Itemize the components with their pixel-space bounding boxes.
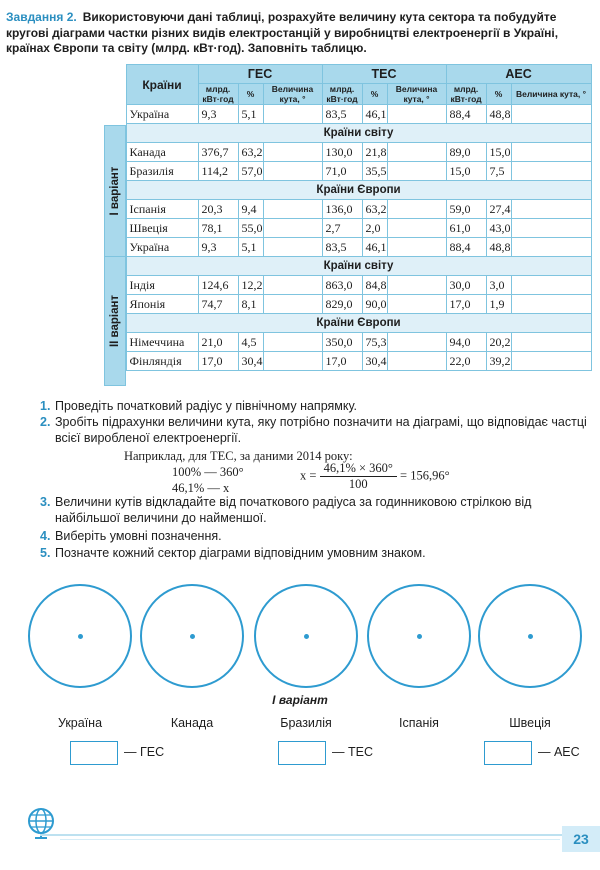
example-line-2: 46,1% — x [172, 481, 230, 495]
percent-cell: 8,1 [238, 295, 263, 314]
step-text: Проведіть початковий радіус у північному напрямку. [55, 399, 357, 413]
percent-cell: 57,0 [238, 162, 263, 181]
amount-cell: 124,6 [198, 276, 238, 295]
angle-input-cell[interactable] [511, 105, 591, 124]
step-text: Зробіть підрахунки величини кута, яку потрібно позначити на діаграмі, що відповідає частці всієї виробленої електроенергії. [55, 415, 587, 445]
table-row [104, 143, 591, 162]
footer-line-thin [60, 839, 560, 840]
amount-cell: 88,4 [446, 238, 486, 257]
percent-cell: 30,4 [362, 352, 387, 371]
task-label: Завдання 2. [6, 10, 77, 24]
amount-cell: 829,0 [322, 295, 362, 314]
angle-input-cell[interactable] [387, 238, 446, 257]
percent-cell: 9,4 [238, 200, 263, 219]
circle-label-spain: Іспанія [399, 716, 439, 730]
table-row [104, 219, 591, 238]
percent-cell: 27,4 [486, 200, 511, 219]
subheader-percent: % [238, 84, 263, 105]
table-row [104, 333, 591, 352]
section-row-europe [104, 314, 591, 333]
angle-input-cell[interactable] [263, 200, 322, 219]
country-cell: Японія [126, 295, 198, 314]
table-row [104, 238, 591, 257]
angle-input-cell[interactable] [263, 333, 322, 352]
percent-cell: 30,4 [238, 352, 263, 371]
angle-input-cell[interactable] [387, 276, 446, 295]
angle-input-cell[interactable] [387, 143, 446, 162]
amount-cell: 136,0 [322, 200, 362, 219]
example-line-1: 100% — 360° [172, 465, 244, 479]
pie-circle-ukraine[interactable] [28, 584, 132, 688]
country-cell: Україна [126, 238, 198, 257]
percent-cell: 84,8 [362, 276, 387, 295]
formula-numerator: 46,1% × 360° [320, 461, 397, 477]
formula-result: = 156,96° [400, 468, 450, 483]
amount-cell: 17,0 [322, 352, 362, 371]
percent-cell: 1,9 [486, 295, 511, 314]
pie-circle-sweden[interactable] [478, 584, 582, 688]
subheader-amount: млрд. кВт·год [198, 84, 238, 105]
percent-cell: 75,3 [362, 333, 387, 352]
variant-2-text: II варіант [109, 294, 121, 348]
amount-cell: 114,2 [198, 162, 238, 181]
task-heading [6, 10, 594, 57]
step-text: Виберіть умовні позначення. [55, 529, 222, 543]
angle-input-cell[interactable] [387, 352, 446, 371]
formula-fraction [320, 461, 397, 492]
footer-line [40, 834, 562, 836]
angle-input-cell[interactable] [511, 143, 591, 162]
angle-input-cell[interactable] [263, 295, 322, 314]
percent-cell: 3,0 [486, 276, 511, 295]
percent-cell: 46,1 [362, 105, 387, 124]
amount-cell: 78,1 [198, 219, 238, 238]
table-body [104, 105, 591, 371]
data-table [104, 64, 592, 371]
pie-circle-brazil[interactable] [254, 584, 358, 688]
amount-cell: 20,3 [198, 200, 238, 219]
circle-label-ukraine: Україна [57, 716, 103, 730]
percent-cell: 63,2 [362, 200, 387, 219]
section-label: Країни світу [126, 257, 591, 276]
angle-input-cell[interactable] [511, 200, 591, 219]
step-5 [40, 545, 595, 561]
angle-input-cell[interactable] [263, 276, 322, 295]
angle-input-cell[interactable] [263, 162, 322, 181]
angle-input-cell[interactable] [511, 352, 591, 371]
country-cell: Швеція [126, 219, 198, 238]
variant-2-side-label [104, 256, 126, 386]
angle-input-cell[interactable] [387, 162, 446, 181]
percent-cell: 15,0 [486, 143, 511, 162]
angle-input-cell[interactable] [511, 238, 591, 257]
task-text: Використовуючи дані таблиці, розрахуйте величину кута сектора та побудуйте кругові діаграми частки різних видів електростанцій у виробництві електроенергії в Україні, країнах Європи та світу (млрд. кВт·год). Заповніть таблицю. [6, 10, 559, 55]
angle-input-cell[interactable] [511, 333, 591, 352]
percent-cell: 12,2 [238, 276, 263, 295]
step-3 [40, 494, 595, 526]
step-number: 1. [40, 399, 51, 413]
angle-input-cell[interactable] [387, 105, 446, 124]
country-cell: Німеччина [126, 333, 198, 352]
amount-cell: 83,5 [322, 238, 362, 257]
country-cell: Фінляндія [126, 352, 198, 371]
percent-cell: 5,1 [238, 238, 263, 257]
amount-cell: 9,3 [198, 105, 238, 124]
amount-cell: 9,3 [198, 238, 238, 257]
angle-input-cell[interactable] [511, 162, 591, 181]
percent-cell: 4,5 [238, 333, 263, 352]
legend-box-aes[interactable] [484, 741, 532, 765]
table-row [104, 200, 591, 219]
center-dot [78, 634, 83, 639]
angle-input-cell[interactable] [387, 333, 446, 352]
percent-cell: 43,0 [486, 219, 511, 238]
country-cell: Бразилія [126, 162, 198, 181]
circle-label-canada: Канада [170, 716, 214, 730]
table-row [104, 352, 591, 371]
group-header-tes: ТЕС [322, 65, 446, 84]
subheader-amount: млрд. кВт·год [322, 84, 362, 105]
amount-cell: 71,0 [322, 162, 362, 181]
angle-input-cell[interactable] [263, 219, 322, 238]
amount-cell: 59,0 [446, 200, 486, 219]
center-dot [304, 634, 309, 639]
variant-1-text: I варіант [109, 166, 121, 216]
subheader-percent: % [486, 84, 511, 105]
amount-cell: 15,0 [446, 162, 486, 181]
angle-input-cell[interactable] [511, 219, 591, 238]
group-header-hes: ГЕС [198, 65, 322, 84]
angle-input-cell[interactable] [263, 143, 322, 162]
amount-cell: 74,7 [198, 295, 238, 314]
country-cell: Іспанія [126, 200, 198, 219]
pie-circle-canada[interactable] [140, 584, 244, 688]
section-row-europe [104, 181, 591, 200]
percent-cell: 63,2 [238, 143, 263, 162]
legend-box-tes[interactable] [278, 741, 326, 765]
example-formula [300, 461, 450, 492]
circle-label-brazil: Бразилія [280, 716, 332, 730]
subheader-angle: Величина кута, ° [263, 84, 322, 105]
amount-cell: 130,0 [322, 143, 362, 162]
legend-box-hes[interactable] [70, 741, 118, 765]
percent-cell: 7,5 [486, 162, 511, 181]
page-number: 23 [562, 826, 600, 852]
country-cell: Україна [126, 105, 198, 124]
amount-cell: 88,4 [446, 105, 486, 124]
step-text: Позначте кожний сектор діаграми відповідним умовним знаком. [55, 546, 426, 560]
angle-input-cell[interactable] [263, 238, 322, 257]
amount-cell: 21,0 [198, 333, 238, 352]
percent-cell: 55,0 [238, 219, 263, 238]
section-row-world [104, 124, 591, 143]
amount-cell: 89,0 [446, 143, 486, 162]
step-1 [40, 398, 595, 414]
center-dot [190, 634, 195, 639]
angle-input-cell[interactable] [263, 105, 322, 124]
country-cell: Індія [126, 276, 198, 295]
section-label: Країни Європи [126, 181, 591, 200]
angle-input-cell[interactable] [387, 295, 446, 314]
formula-denominator: 100 [348, 477, 368, 491]
data-table-wrapper [104, 64, 591, 386]
diagrams-variant-title: I варіант [272, 693, 328, 707]
formula-x: x = [300, 468, 317, 483]
percent-cell: 39,2 [486, 352, 511, 371]
percent-cell: 48,8 [486, 238, 511, 257]
angle-input-cell[interactable] [511, 276, 591, 295]
amount-cell: 22,0 [446, 352, 486, 371]
step-number: 3. [40, 495, 51, 509]
table-row [104, 105, 591, 124]
step-number: 4. [40, 529, 51, 543]
step-number: 2. [40, 415, 51, 429]
step-2 [40, 414, 595, 446]
pie-circle-spain[interactable] [367, 584, 471, 688]
percent-cell: 5,1 [238, 105, 263, 124]
amount-cell: 17,0 [446, 295, 486, 314]
subheader-angle: Величина кута, ° [511, 84, 591, 105]
legend-label-hes: — ГЕС [124, 745, 165, 759]
country-cell: Канада [126, 143, 198, 162]
amount-cell: 17,0 [198, 352, 238, 371]
percent-cell: 20,2 [486, 333, 511, 352]
amount-cell: 2,7 [322, 219, 362, 238]
amount-cell: 83,5 [322, 105, 362, 124]
table-row [104, 276, 591, 295]
center-dot [417, 634, 422, 639]
section-label: Країни світу [126, 124, 591, 143]
percent-cell: 2,0 [362, 219, 387, 238]
angle-input-cell[interactable] [263, 352, 322, 371]
percent-cell: 48,8 [486, 105, 511, 124]
group-header-aes: АЕС [446, 65, 591, 84]
section-label: Країни Європи [126, 314, 591, 333]
percent-cell: 90,0 [362, 295, 387, 314]
step-text: Величини кутів відкладайте від початкового радіуса за годинниковою стрілкою від найбільшої величини до найменшої. [55, 495, 532, 525]
table-row [104, 162, 591, 181]
amount-cell: 30,0 [446, 276, 486, 295]
amount-cell: 94,0 [446, 333, 486, 352]
section-row-world [104, 257, 591, 276]
step-4 [40, 528, 595, 544]
percent-cell: 46,1 [362, 238, 387, 257]
step-number: 5. [40, 546, 51, 560]
angle-input-cell[interactable] [387, 200, 446, 219]
subheader-amount: млрд. кВт·год [446, 84, 486, 105]
center-dot [528, 634, 533, 639]
circle-label-sweden: Швеція [509, 716, 551, 730]
percent-cell: 21,8 [362, 143, 387, 162]
variant-1-side-label [104, 125, 126, 257]
subheader-angle: Величина кута, ° [387, 84, 446, 105]
table-row [104, 295, 591, 314]
amount-cell: 61,0 [446, 219, 486, 238]
legend-label-tes: — ТЕС [332, 745, 373, 759]
example-intro: Наприклад, для ТЕС, за даними 2014 року: [124, 449, 353, 463]
legend-label-aes: — АЕС [538, 745, 580, 759]
angle-input-cell[interactable] [387, 219, 446, 238]
angle-input-cell[interactable] [511, 295, 591, 314]
amount-cell: 863,0 [322, 276, 362, 295]
subheader-percent: % [362, 84, 387, 105]
amount-cell: 376,7 [198, 143, 238, 162]
table-corner [104, 64, 126, 125]
countries-header: Країни [126, 65, 198, 105]
percent-cell: 35,5 [362, 162, 387, 181]
amount-cell: 350,0 [322, 333, 362, 352]
